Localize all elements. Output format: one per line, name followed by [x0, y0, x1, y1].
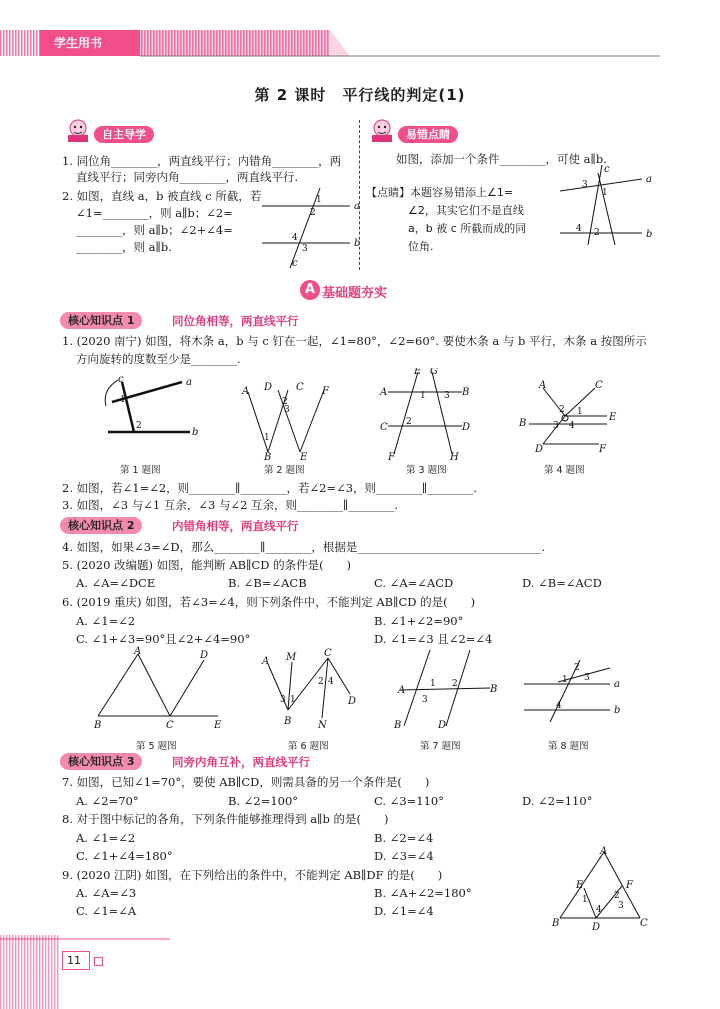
svg-text:c: c — [292, 258, 298, 268]
column-divider — [359, 120, 360, 270]
figure-q8 — [522, 656, 622, 726]
q9-option-b[interactable]: B. ∠A+∠2=180° — [374, 886, 472, 900]
caption-8: 第 8 题图 — [548, 741, 589, 752]
q5-option-a[interactable]: A. ∠A=∠DCE — [76, 576, 156, 590]
kp3-tag-label: 核心知识点 3 — [68, 755, 135, 768]
svg-text:2: 2 — [282, 397, 288, 407]
student-icon-2 — [368, 117, 396, 143]
error-note-4: 位角. — [408, 240, 434, 253]
q8-option-d[interactable]: D. ∠3=∠4 — [374, 849, 434, 863]
caption-3: 第 3 题图 — [406, 465, 447, 476]
svg-text:E: E — [300, 452, 308, 462]
figure-q6 — [258, 648, 358, 734]
error-point-label: 易错点睛 — [406, 128, 450, 141]
svg-text:1: 1 — [120, 395, 126, 405]
svg-text:G: G — [430, 368, 438, 377]
svg-text:2: 2 — [318, 677, 324, 687]
svg-text:3: 3 — [284, 405, 290, 415]
error-note-2: ∠2，其实它们不是直线 — [408, 204, 524, 217]
svg-text:D: D — [438, 720, 447, 731]
q5-option-d[interactable]: D. ∠B=∠ACD — [522, 576, 602, 590]
svg-text:2: 2 — [136, 421, 142, 431]
svg-text:D: D — [200, 650, 209, 661]
svg-text:D: D — [264, 382, 273, 393]
svg-text:c: c — [604, 165, 610, 175]
svg-text:A: A — [600, 846, 608, 857]
svg-text:E: E — [414, 368, 422, 377]
caption-6: 第 6 题图 — [288, 741, 329, 752]
figure-q5 — [90, 646, 230, 732]
svg-text:B: B — [394, 720, 402, 731]
error-question: 如图，添加一个条件________，可使 a∥b. — [396, 152, 607, 166]
svg-text:3: 3 — [302, 244, 308, 254]
kp1-title: 同位角相等，两直线平行 — [172, 314, 299, 328]
svg-text:M: M — [286, 652, 297, 663]
q7-line: 7. 如图，已知∠1=70°，要使 AB∥CD，则需具备的另一个条件是( ) — [62, 775, 430, 789]
q5-option-c[interactable]: C. ∠A=∠ACD — [374, 576, 454, 590]
svg-text:2: 2 — [614, 891, 620, 901]
svg-text:E: E — [609, 412, 617, 423]
svg-text:A: A — [539, 380, 547, 391]
q6-option-c[interactable]: C. ∠1+∠3=90°且∠2+∠4=90° — [76, 632, 251, 646]
svg-text:C: C — [380, 422, 388, 433]
lesson-title: 第 2 课时 平行线的判定(1) — [254, 86, 466, 104]
kp2-title: 内错角相等，两直线平行 — [172, 519, 299, 533]
svg-text:A: A — [262, 656, 270, 667]
self-study-label: 自主导学 — [102, 128, 146, 141]
q6-option-a[interactable]: A. ∠1=∠2 — [76, 614, 136, 628]
q9-line: 9. (2020 江阴) 如图，在下列给出的条件中，不能判定 AB∥DF 的是( ) — [62, 868, 443, 882]
svg-text:c: c — [118, 374, 124, 385]
q7-option-d[interactable]: D. ∠2=110° — [522, 794, 593, 808]
banner-circle — [300, 280, 320, 300]
footer-band — [0, 935, 200, 1009]
caption-5: 第 5 题图 — [136, 741, 177, 752]
svg-text:D: D — [462, 422, 471, 433]
q5-option-b[interactable]: B. ∠B=∠ACB — [228, 576, 307, 590]
svg-text:B: B — [519, 418, 527, 429]
svg-text:A: A — [398, 685, 406, 696]
svg-text:C: C — [324, 648, 332, 659]
q6-option-d[interactable]: D. ∠1=∠3 且∠2=∠4 — [374, 632, 493, 646]
svg-text:2: 2 — [559, 405, 565, 415]
svg-text:B: B — [490, 684, 498, 695]
q8-option-a[interactable]: A. ∠1=∠2 — [76, 831, 136, 845]
error-note-1: 【点睛】本题容易错添上∠1= — [366, 186, 514, 199]
svg-text:2: 2 — [406, 417, 412, 427]
q1-line2: 方向旋转的度数至少是________. — [76, 352, 241, 366]
self-q2-line1: 2. 如图，直线 a，b 被直线 c 所截，若 — [62, 189, 262, 203]
svg-text:F: F — [626, 880, 633, 891]
error-note-3: a，b 被 c 所截而成的同 — [408, 222, 527, 235]
footer-square-icon — [94, 957, 103, 966]
q2-line: 2. 如图，若∠1=∠2，则________∥________，若∠2=∠3，则________∥________. — [62, 481, 477, 495]
banner-text: 基础题夯实 — [322, 286, 388, 301]
q8-option-c[interactable]: C. ∠1+∠4=180° — [76, 849, 173, 863]
self-q2-line3: ________，则 a∥b；∠2+∠4= — [76, 223, 233, 237]
student-icon — [64, 117, 92, 143]
svg-text:D: D — [535, 444, 544, 455]
svg-text:A: A — [242, 386, 250, 397]
q6-line: 6. (2019 重庆) 如图，若∠3=∠4，则下列条件中，不能判定 AB∥CD 的是( ) — [62, 595, 476, 609]
svg-text:4: 4 — [569, 421, 575, 431]
svg-text:b: b — [614, 705, 621, 716]
self-q1-line2: 直线平行；同旁内角________，两直线平行. — [76, 170, 299, 184]
kp1-tag — [60, 312, 142, 329]
svg-text:1: 1 — [582, 895, 588, 905]
svg-text:F: F — [599, 444, 606, 455]
header-label: 学生用书 — [54, 36, 103, 50]
svg-text:B: B — [462, 387, 470, 398]
svg-text:F: F — [322, 386, 329, 397]
svg-text:b: b — [646, 229, 653, 240]
svg-text:1: 1 — [430, 679, 436, 689]
caption-2: 第 2 题图 — [264, 465, 305, 476]
svg-text:F: F — [388, 452, 395, 462]
caption-7: 第 7 题图 — [420, 741, 461, 752]
svg-text:3: 3 — [280, 695, 286, 705]
svg-text:A: A — [134, 646, 142, 657]
q9-option-d[interactable]: D. ∠1=∠4 — [374, 904, 434, 918]
figure-q9 — [548, 846, 658, 932]
svg-text:2: 2 — [310, 208, 316, 218]
figure-q7 — [390, 648, 500, 734]
svg-text:C: C — [595, 380, 603, 391]
kp3-tag — [60, 753, 142, 770]
figure-q2 — [238, 382, 338, 462]
svg-text:C: C — [166, 720, 174, 731]
svg-text:a: a — [186, 377, 192, 388]
kp1-tag-label: 核心知识点 1 — [68, 314, 135, 327]
svg-text:D: D — [592, 922, 601, 932]
svg-text:a: a — [614, 679, 620, 690]
figure-q4 — [515, 380, 625, 460]
svg-text:3: 3 — [584, 673, 590, 683]
svg-text:3: 3 — [618, 901, 624, 911]
svg-text:2: 2 — [594, 228, 600, 238]
q8-line: 8. 对于图中标记的各角，下列条件能够推理得到 a∥b 的是( ) — [62, 812, 389, 826]
self-study-tag — [94, 126, 154, 143]
svg-text:4: 4 — [292, 233, 298, 243]
page-number: 11 — [67, 954, 81, 967]
svg-text:1: 1 — [290, 695, 296, 705]
svg-text:a: a — [646, 174, 652, 185]
svg-text:E: E — [214, 720, 222, 731]
svg-text:B: B — [284, 716, 292, 727]
q7-option-b[interactable]: B. ∠2=100° — [228, 794, 299, 808]
self-study-figure — [262, 188, 362, 268]
svg-text:3: 3 — [444, 391, 450, 401]
banner-letter: A — [304, 282, 316, 297]
svg-text:C: C — [640, 918, 648, 929]
svg-text:b: b — [192, 427, 199, 438]
q7-option-c[interactable]: C. ∠3=110° — [374, 794, 444, 808]
caption-4: 第 4 题图 — [544, 465, 585, 476]
svg-text:b: b — [354, 238, 361, 249]
svg-text:1: 1 — [264, 433, 270, 443]
svg-text:4: 4 — [556, 701, 562, 711]
q5-line: 5. (2020 改编题) 如图，能判断 AB∥CD 的条件是( ) — [62, 558, 352, 572]
svg-text:D: D — [348, 696, 357, 707]
self-q1-line1: 1. 同位角________，两直线平行；内错角________，两 — [62, 154, 342, 168]
svg-text:2: 2 — [574, 663, 580, 673]
svg-text:3: 3 — [553, 421, 559, 431]
kp2-tag-label: 核心知识点 2 — [68, 519, 135, 532]
svg-text:1: 1 — [420, 391, 426, 401]
svg-text:B: B — [552, 918, 560, 929]
kp3-title: 同旁内角互补，两直线平行 — [172, 755, 310, 769]
caption-1: 第 1 题图 — [120, 465, 161, 476]
q7-option-a[interactable]: A. ∠2=70° — [76, 794, 139, 808]
q9-option-a[interactable]: A. ∠A=∠3 — [76, 886, 137, 900]
svg-text:3: 3 — [582, 180, 588, 190]
header-band — [0, 26, 720, 60]
svg-text:2: 2 — [452, 679, 458, 689]
q9-option-c[interactable]: C. ∠1=∠A — [76, 904, 137, 918]
figure-q3 — [378, 368, 478, 462]
kp2-tag — [60, 517, 142, 534]
error-figure — [560, 165, 660, 245]
svg-text:A: A — [380, 387, 388, 398]
svg-text:4: 4 — [328, 677, 334, 687]
svg-text:1: 1 — [562, 675, 568, 685]
svg-text:a: a — [354, 201, 360, 212]
svg-text:3: 3 — [422, 695, 428, 705]
q3-line: 3. 如图，∠3 与∠1 互余，∠3 与∠2 互余，则________∥________. — [62, 498, 399, 512]
svg-text:C: C — [296, 382, 304, 393]
q1-line1: 1. (2020 南宁) 如图，将木条 a，b 与 c 钉在一起，∠1=80°，∠2=60°. 要使木条 a 与 b 平行，木条 a 按图所示 — [62, 334, 647, 348]
q6-option-b[interactable]: B. ∠1+∠2=90° — [374, 614, 464, 628]
figure-q1 — [94, 372, 204, 452]
svg-text:4: 4 — [596, 905, 602, 915]
svg-text:B: B — [264, 452, 272, 462]
self-q2-line2: ∠1=________，则 a∥b；∠2= — [76, 206, 233, 220]
svg-text:1: 1 — [602, 188, 608, 198]
self-q2-line4: ________，则 a∥b. — [76, 240, 172, 254]
error-point-tag — [398, 126, 458, 143]
svg-text:E: E — [576, 880, 584, 891]
svg-text:B: B — [94, 720, 102, 731]
svg-text:4: 4 — [576, 224, 582, 234]
svg-text:N: N — [318, 720, 327, 731]
svg-text:H: H — [450, 452, 459, 462]
svg-text:1: 1 — [577, 407, 583, 417]
q8-option-b[interactable]: B. ∠2=∠4 — [374, 831, 434, 845]
q4-line: 4. 如图，如果∠3=∠D，那么________∥________，根据是________________________________. — [62, 540, 546, 554]
svg-text:1: 1 — [316, 195, 322, 205]
